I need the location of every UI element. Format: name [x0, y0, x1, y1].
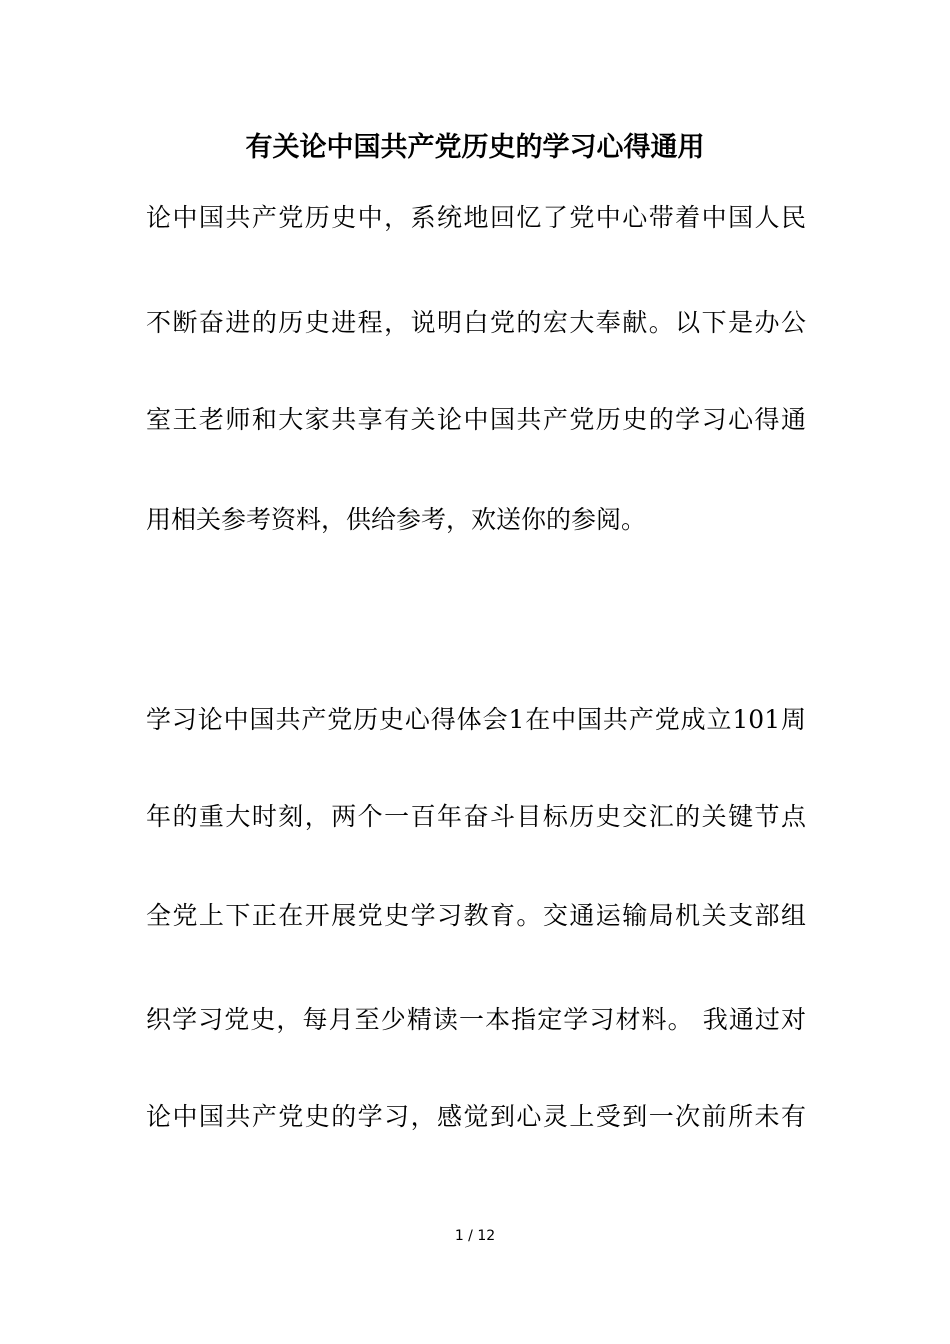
text-line: 用相关参考资料，供给参考，欢送你的参阅。 — [146, 505, 647, 534]
text-line: 论中国共产党历史中，系统地回忆了党中心带着中国人民 — [146, 203, 806, 232]
text-line: 年的重大时刻，两个一百年奋斗目标历史交汇的关键节点 — [146, 802, 806, 831]
text-line: 论中国共产党史的学习，感觉到心灵上受到一次前所未有 — [146, 1102, 806, 1131]
page-number: 1 / 12 — [454, 1228, 496, 1244]
text-line: 学习论中国共产党历史心得体会1在中国共产党成立101周 — [146, 705, 806, 734]
text-line: 织学习党史，每月至少精读一本指定学习材料。 我通过对 — [146, 1005, 806, 1034]
text-line: 不断奋进的历史进程，说明白党的宏大奉献。以下是办公 — [146, 308, 806, 337]
page-title: 有关论中国共产党历史的学习心得通用 — [245, 132, 705, 163]
text-line: 全党上下正在开展党史学习教育。交通运输局机关支部组 — [146, 901, 806, 930]
text-line: 室王老师和大家共享有关论中国共产党历史的学习心得通 — [146, 405, 806, 434]
